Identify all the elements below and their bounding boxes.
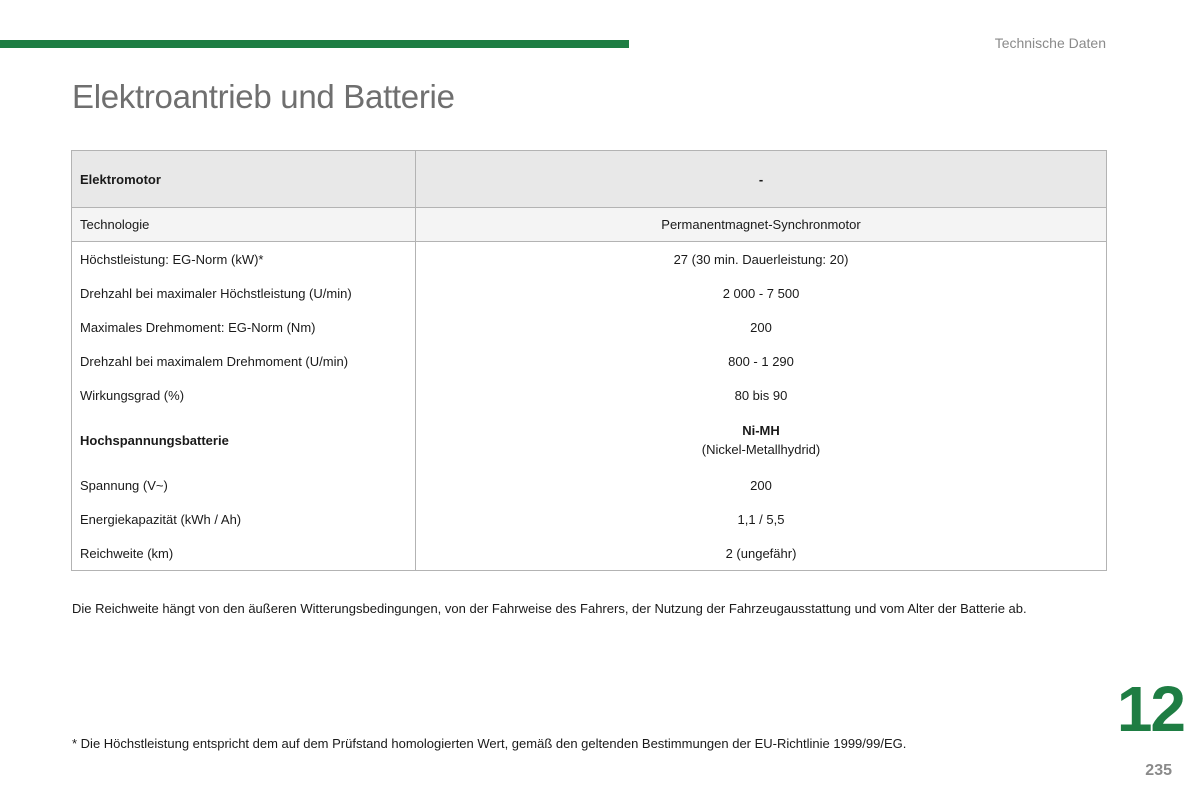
row-label: Höchstleistung: EG-Norm (kW)* <box>72 242 416 277</box>
table-row <box>72 310 1107 344</box>
chapter-number: 12 <box>1116 673 1184 745</box>
spec-table <box>71 150 1107 571</box>
table-row <box>72 344 1107 378</box>
battery-type: Ni-MH <box>742 423 780 438</box>
page-title: Elektroantrieb und Batterie <box>72 78 455 115</box>
row-value: 1,1 / 5,5 <box>416 502 1107 536</box>
battery-value <box>416 412 1107 468</box>
table-row-battery <box>72 412 1107 468</box>
section-header: Technische Daten <box>994 35 1106 51</box>
row-label: Spannung (V~) <box>72 468 416 502</box>
row-value: Permanentmagnet-Synchronmotor <box>416 208 1107 242</box>
footnote: * Die Höchstleistung entspricht dem auf dem Prüfstand homologierten Wert, gemäß den geltenden Bestimmungen der EU-Richtlinie 1999/99/EG. <box>72 736 907 751</box>
row-label: Drehzahl bei maximalem Drehmoment (U/min) <box>72 344 416 378</box>
table-row <box>72 276 1107 310</box>
row-value: 200 <box>416 310 1107 344</box>
row-label: Wirkungsgrad (%) <box>72 378 416 412</box>
table-row <box>72 536 1107 571</box>
table-row <box>72 242 1107 277</box>
page-number: 235 <box>1145 762 1172 779</box>
row-label: Technologie <box>72 208 416 242</box>
heading-label: Elektromotor <box>72 151 416 208</box>
table-row <box>72 502 1107 536</box>
table-heading-row <box>72 151 1107 208</box>
row-label: Energiekapazität (kWh / Ah) <box>72 502 416 536</box>
row-label: Drehzahl bei maximaler Höchstleistung (U/min) <box>72 276 416 310</box>
heading-value: - <box>416 151 1107 208</box>
row-value: 27 (30 min. Dauerleistung: 20) <box>416 242 1107 277</box>
row-value: 80 bis 90 <box>416 378 1107 412</box>
battery-type-description: (Nickel-Metallhydrid) <box>701 442 821 457</box>
table-row <box>72 468 1107 502</box>
battery-label: Hochspannungsbatterie <box>72 412 416 468</box>
range-note: Die Reichweite hängt von den äußeren Witterungsbedingungen, von der Fahrweise des Fahrers, der Nutzung der Fahrzeugausstattung und vom Alter der Batterie ab. <box>72 601 1027 616</box>
row-value: 800 - 1 290 <box>416 344 1107 378</box>
row-value: 2 000 - 7 500 <box>416 276 1107 310</box>
row-label: Maximales Drehmoment: EG-Norm (Nm) <box>72 310 416 344</box>
row-value: 200 <box>416 468 1107 502</box>
row-value: 2 (ungefähr) <box>416 536 1107 571</box>
row-label: Reichweite (km) <box>72 536 416 571</box>
chapter-accent-bar <box>0 40 629 48</box>
table-row <box>72 378 1107 412</box>
table-row-technology <box>72 208 1107 242</box>
